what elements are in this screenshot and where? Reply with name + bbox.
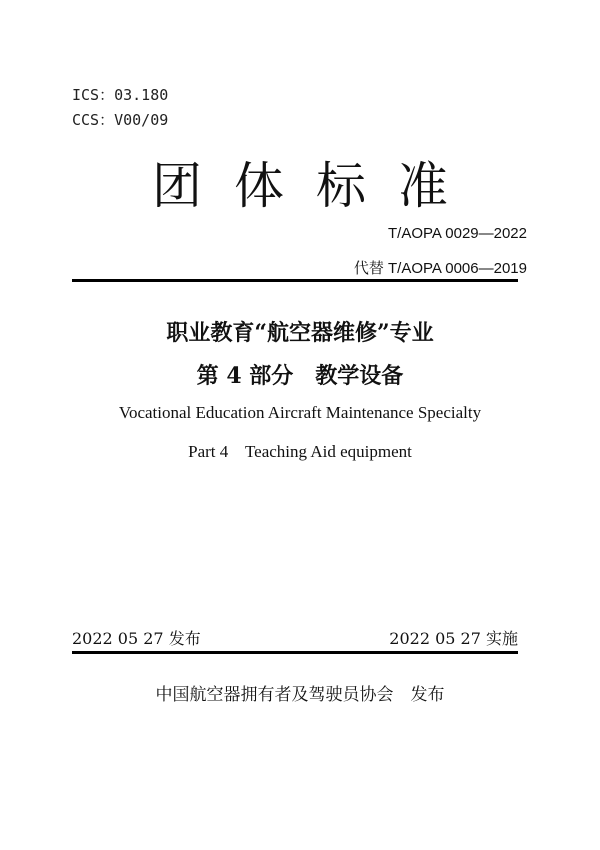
- implementation-date: 2022 05 27 实施: [389, 629, 518, 648]
- ccs-code: CCS：V00/09: [72, 111, 169, 129]
- title-en-line2: Part 4 Teaching Aid equipment: [188, 442, 412, 461]
- title-en-line1: Vocational Education Aircraft Maintenance Specialty: [118, 403, 482, 422]
- title-cn-line2: 第 4 部分 教学设备: [196, 363, 404, 389]
- issue-date: 2022 05 27 发布: [72, 629, 201, 648]
- title-cn-line1: 职业教育“航空器维修”专业: [166, 320, 434, 346]
- document-type-heading: 团体标准: [152, 157, 480, 215]
- ics-code: ICS：03.180: [72, 86, 169, 104]
- publisher: 中国航空器拥有者及驾驶员协会 发布: [155, 685, 445, 705]
- header-divider: [72, 279, 518, 282]
- footer-divider: [72, 651, 518, 654]
- replaced-standard: 代替 T/AOPA 0006—2019: [353, 260, 527, 277]
- standard-number: T/AOPA 0029—2022: [388, 225, 527, 242]
